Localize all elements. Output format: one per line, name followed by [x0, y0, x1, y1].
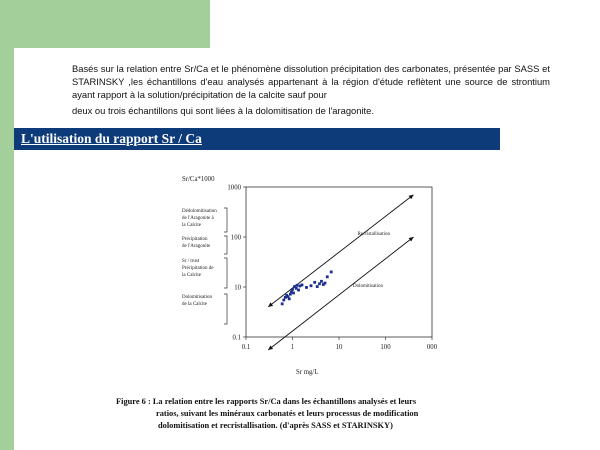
y-tick-label: 1000	[227, 184, 241, 192]
y-tick-label: 0.1	[232, 334, 241, 342]
y-axis-label: Sr/Ca*1000	[182, 176, 215, 183]
trend-label: Recristallisation	[357, 231, 391, 237]
x-axis-label: Sr mg/L	[296, 369, 319, 376]
trend-arrow-tail	[268, 346, 273, 350]
process-label: la Calcite	[182, 223, 202, 228]
process-label: Dolomitisation	[182, 295, 212, 300]
data-point	[316, 285, 319, 288]
plot-frame	[246, 187, 432, 337]
process-label: Sr / trust	[182, 259, 200, 264]
x-tick-label: 0.1	[241, 344, 251, 351]
data-point	[291, 288, 294, 291]
process-label: de l'Aragonite à	[182, 216, 214, 221]
x-tick-label: 100	[380, 344, 391, 351]
decorative-green-panel	[0, 0, 210, 48]
decorative-green-strip	[0, 0, 14, 450]
process-bracket	[224, 236, 227, 254]
process-bracket	[224, 258, 227, 288]
data-point	[281, 302, 284, 305]
data-point	[301, 284, 304, 287]
data-point	[320, 280, 323, 283]
data-point	[292, 292, 295, 295]
section-header	[14, 128, 500, 150]
data-point	[297, 289, 300, 292]
process-bracket	[224, 294, 227, 324]
process-label: Dédolomitisation	[182, 209, 217, 214]
data-point	[310, 284, 313, 287]
intro-last-line: deux ou trois échantillons qui sont liées à la dolomitisation de l'aragonite.	[72, 105, 374, 116]
trend-arrow-head	[409, 195, 414, 199]
process-label: de l'Aragonite	[182, 244, 211, 249]
data-point	[282, 299, 285, 302]
process-label: la Calcite	[182, 273, 202, 278]
process-bracket	[224, 208, 227, 232]
trend-arrow-line	[268, 195, 413, 307]
caption-line-1: Figure 6 : La relation entre les rapports Sr/Ca dans les échantillons analysés et leurs	[116, 397, 417, 406]
data-point	[288, 297, 291, 300]
caption-line-3: dolomitisation et recristallisation. (d'après SASS et STARINSKY)	[158, 421, 393, 430]
data-point	[326, 275, 329, 278]
x-tick-label: 10	[335, 344, 343, 351]
x-tick-label: 1	[290, 344, 295, 351]
y-tick-label: 100	[230, 234, 241, 242]
trend-arrow-tail	[268, 302, 273, 306]
data-point	[305, 286, 308, 289]
data-point	[296, 284, 299, 287]
data-point	[318, 282, 321, 285]
data-point	[324, 282, 327, 285]
process-label: de la Calcite	[182, 302, 207, 307]
data-point	[330, 271, 333, 274]
intro-text: Basés sur la relation entre Sr/Ca et le phénomène dissolution précipitation des carbonates, présentée par SASS et STARINSKY ,les échantillons d'eau analysés appartenant à la région d'étude reflètent une source de strontium ayant rapport à la solution/précipitation de la calcite sauf pour	[72, 63, 550, 100]
process-label: Précipitation de	[182, 266, 214, 271]
caption-line-2: ratios, suivant les minéraux carbonatés et leurs processus de modification	[156, 409, 419, 418]
figure-caption	[116, 396, 496, 432]
process-label: Précipitation	[182, 237, 208, 242]
y-tick-label: 10	[234, 284, 241, 292]
intro-paragraph	[72, 62, 550, 117]
x-tick-label: 000	[426, 344, 438, 351]
data-point	[313, 281, 316, 284]
section-title: L'utilisation du rapport Sr / Ca	[21, 131, 202, 146]
sr-ca-chart	[170, 168, 460, 390]
trend-arrow-head	[409, 237, 414, 241]
trend-label: Dolomitisation	[352, 284, 383, 289]
